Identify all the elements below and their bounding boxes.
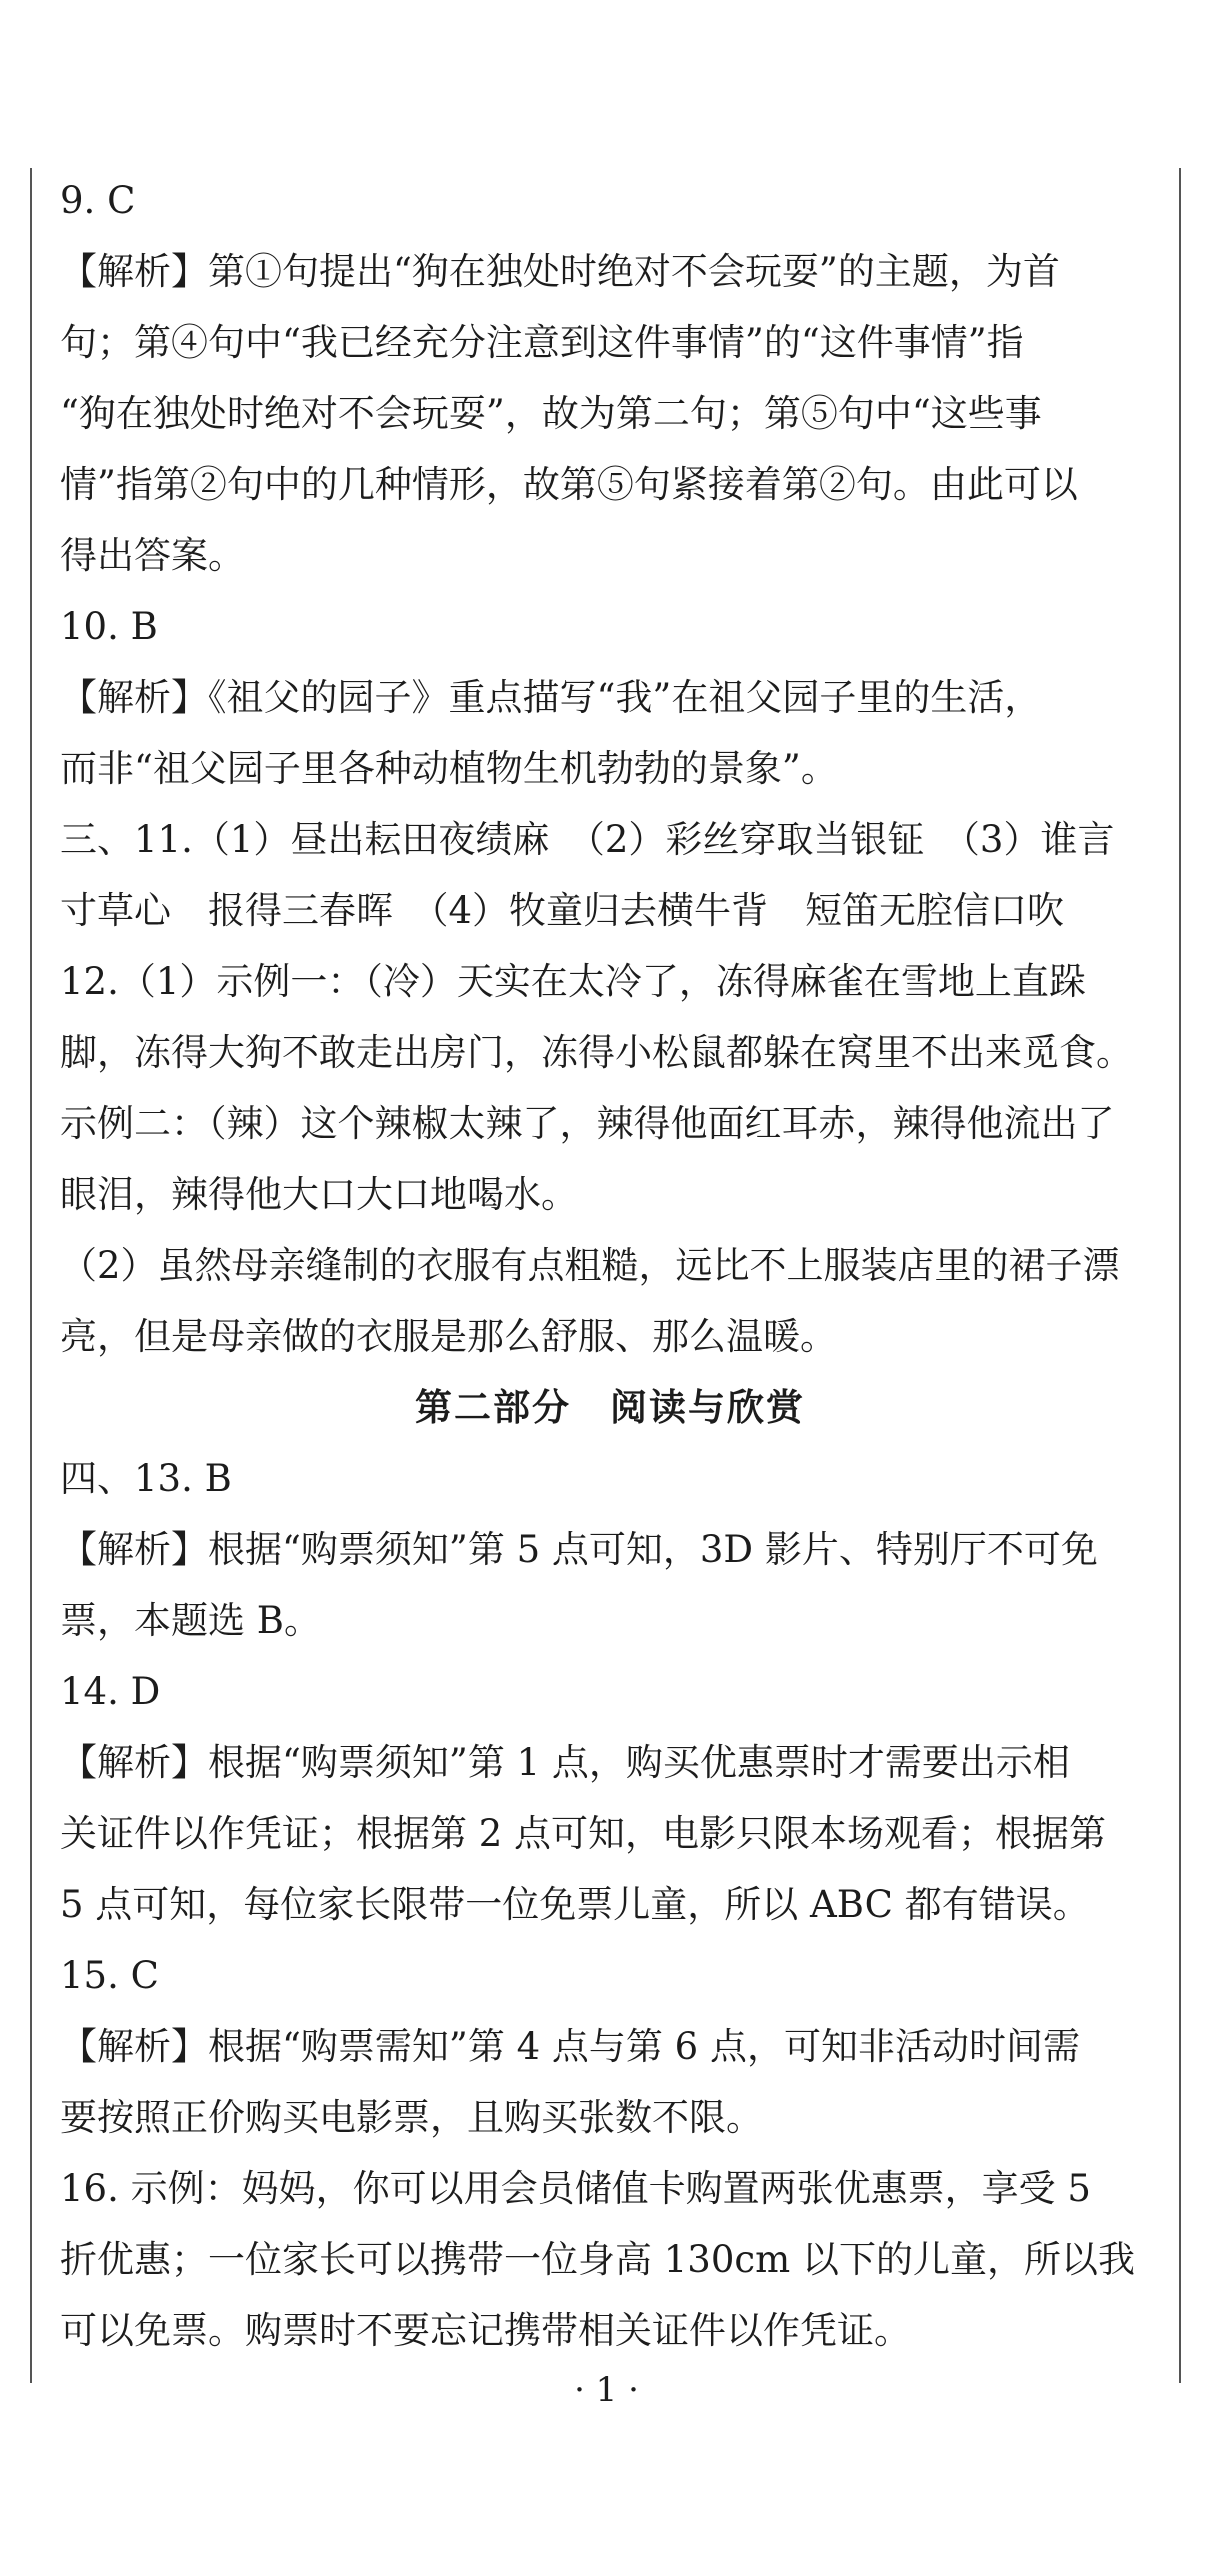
analysis-line: 得出答案。 [60, 534, 245, 577]
analysis-line: 【解析】根据“购票须知”第 5 点可知，3D 影片、特别厅不可免 [60, 1528, 1098, 1571]
answer-line: 寸草心 报得三春晖 （4）牧童归去横牛背 短笛无腔信口吹 [60, 889, 1065, 932]
answer-line: （2）虽然母亲缝制的衣服有点粗糙，远比不上服装店里的裙子漂 [60, 1244, 1120, 1287]
answer-content [60, 165, 1160, 2366]
analysis-line: 情”指第②句中的几种情形，故第⑤句紧接着第②句。由此可以 [60, 463, 1078, 506]
answer-line: 脚，冻得大狗不敢走出房门，冻得小松鼠都躲在窝里不出来觅食。 [60, 1031, 1133, 1074]
analysis-line: “狗在独处时绝对不会玩耍”，故为第二句；第⑤句中“这些事 [60, 392, 1042, 435]
answer-line: 9. C [60, 179, 136, 222]
answer-line: 可以免票。购票时不要忘记携带相关证件以作凭证。 [60, 2309, 911, 2352]
left-margin-rule [30, 168, 32, 2383]
analysis-line: 而非“祖父园子里各种动植物生机勃勃的景象”。 [60, 747, 838, 790]
analysis-line: 票，本题选 B。 [60, 1599, 321, 1642]
analysis-line: 句；第④句中“我已经充分注意到这件事情”的“这件事情”指 [60, 321, 1024, 364]
answer-line: 亮，但是母亲做的衣服是那么舒服、那么温暖。 [60, 1315, 837, 1358]
answer-line: 三、11.（1）昼出耘田夜绩麻 （2）彩丝穿取当银钲 （3）谁言 [60, 818, 1115, 861]
answer-line: 示例二：（辣）这个辣椒太辣了，辣得他面红耳赤，辣得他流出了 [60, 1102, 1115, 1145]
answer-line: 10. B [60, 605, 158, 648]
page-number: · 1 · [574, 2370, 639, 2410]
analysis-line: 【解析】《祖父的园子》重点描写“我”在祖父园子里的生活， [60, 676, 1042, 719]
answer-line: 12.（1）示例一：（冷）天实在太冷了，冻得麻雀在雪地上直跺 [60, 960, 1086, 1003]
analysis-line: 【解析】根据“购票须知”第 1 点，购买优惠票时才需要出示相 [60, 1741, 1070, 1784]
analysis-line: 5 点可知，每位家长限带一位免票儿童，所以 ABC 都有错误。 [60, 1883, 1090, 1926]
section-title: 第二部分 阅读与欣赏 [415, 1386, 805, 1429]
answer-line: 16. 示例：妈妈，你可以用会员储值卡购置两张优惠票，享受 5 [60, 2167, 1091, 2210]
answer-line: 眼泪，辣得他大口大口地喝水。 [60, 1173, 578, 1216]
answer-line: 折优惠；一位家长可以携带一位身高 130cm 以下的儿童，所以我 [60, 2238, 1135, 2281]
answer-line: 14. D [60, 1670, 161, 1713]
right-margin-rule [1179, 168, 1181, 2383]
analysis-line: 【解析】根据“购票需知”第 4 点与第 6 点，可知非活动时间需 [60, 2025, 1080, 2068]
analysis-line: 关证件以作凭证；根据第 2 点可知，电影只限本场观看；根据第 [60, 1812, 1107, 1855]
analysis-line: 要按照正价购买电影票，且购买张数不限。 [60, 2096, 763, 2139]
answer-line: 15. C [60, 1954, 159, 1997]
analysis-line: 【解析】第①句提出“狗在独处时绝对不会玩耍”的主题，为首 [60, 250, 1060, 293]
answer-line: 四、13. B [60, 1457, 232, 1500]
